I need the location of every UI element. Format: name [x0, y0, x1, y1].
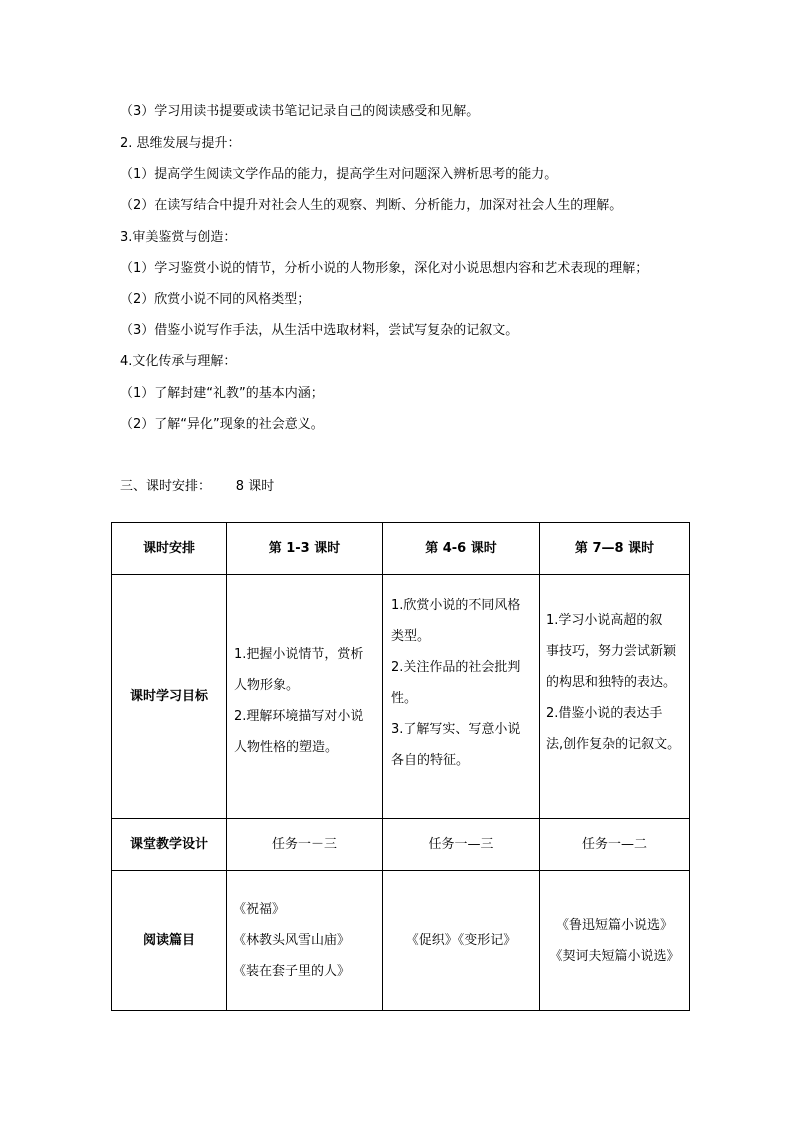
design-cell: 任务一—二: [540, 819, 690, 871]
intro-line: （2）了解“异化”现象的社会意义。: [120, 417, 324, 432]
design-cell: 任务一－三: [227, 819, 383, 871]
reading-cell: [383, 871, 540, 1011]
reading-cell: [540, 871, 690, 1011]
intro-line: （2）在读写结合中提升对社会人生的观察、判断、分析能力，加深对社会人生的理解。: [120, 198, 623, 213]
goals-cell: [227, 575, 383, 819]
intro-line: （3）借鉴小说写作手法，从生活中选取材料，尝试写复杂的记叙文。: [120, 323, 519, 338]
intro-line: （1）提高学生阅读文学作品的能力，提高学生对问题深入辨析思考的能力。: [120, 167, 558, 182]
reading-cell: [227, 871, 383, 1011]
schedule-heading: 三、课时安排： 8 课时: [120, 479, 275, 494]
row-label: 课时学习目标: [112, 575, 227, 819]
reading-row: [112, 871, 690, 1011]
intro-line: （2）欣赏小说不同的风格类型；: [120, 292, 311, 307]
design-row: [112, 819, 690, 871]
header-cell: 第 4-6 课时: [383, 523, 540, 575]
row-label: 阅读篇目: [112, 871, 227, 1011]
reading-title: 《祝福》: [233, 902, 286, 917]
row-label: 课堂教学设计: [112, 819, 227, 871]
reading-title: 《鲁迅短篇小说选》: [555, 917, 673, 933]
schedule-table: [111, 522, 690, 1011]
goals-cell: [540, 575, 690, 819]
goal-line: 2.关注作品的社会批判: [391, 660, 521, 675]
intro-line: 3.审美鉴赏与创造：: [120, 230, 237, 245]
intro-line: （1）了解封建“礼教”的基本内涵；: [120, 386, 324, 401]
design-cell: 任务一—三: [383, 819, 540, 871]
goal-line: 类型。: [391, 629, 431, 644]
goal-line: 的构思和独特的表达。: [546, 675, 677, 690]
header-cell: 第 7—8 课时: [540, 523, 690, 575]
header-row: [112, 523, 690, 575]
goal-line: 事技巧，努力尝试新颖: [546, 644, 677, 659]
header-cell: 课时安排: [112, 523, 227, 575]
goals-cell: [383, 575, 540, 819]
reading-title: 《促织》《变形记》: [405, 933, 517, 948]
goal-line: 1.学习小说高超的叙: [546, 613, 663, 628]
goal-line: 人物形象。: [234, 677, 300, 693]
goal-line: 法,创作复杂的记叙文。: [546, 737, 681, 752]
goal-line: 1.欣赏小说的不同风格: [391, 598, 521, 613]
reading-title: 《契诃夫短篇小说选》: [549, 948, 680, 964]
reading-title: 《林教头风雪山庙》: [233, 933, 351, 948]
goal-line: 性。: [391, 691, 418, 706]
goal-line: 3.了解写实、写意小说: [391, 722, 521, 737]
header-cell: 第 1-3 课时: [227, 523, 383, 575]
reading-title: 《装在套子里的人》: [233, 964, 351, 979]
goal-line: 2.理解环境描写对小说: [234, 708, 364, 724]
intro-line: （3）学习用读书提要或读书笔记记录自己的阅读感受和见解。: [120, 104, 480, 119]
goal-line: 2.借鉴小说的表达手: [546, 706, 663, 721]
goal-line: 各自的特征。: [391, 753, 470, 768]
goals-row: [112, 575, 690, 819]
intro-line: （1）学习鉴赏小说的情节，分析小说的人物形象，深化对小说思想内容和艺术表现的理解；: [120, 261, 649, 276]
goal-line: 人物性格的塑造。: [234, 739, 339, 755]
goal-line: 1.把握小说情节，赏析: [234, 646, 364, 662]
intro-line: 4.文化传承与理解：: [120, 354, 237, 369]
intro-line: 2. 思维发展与提升：: [120, 136, 241, 151]
